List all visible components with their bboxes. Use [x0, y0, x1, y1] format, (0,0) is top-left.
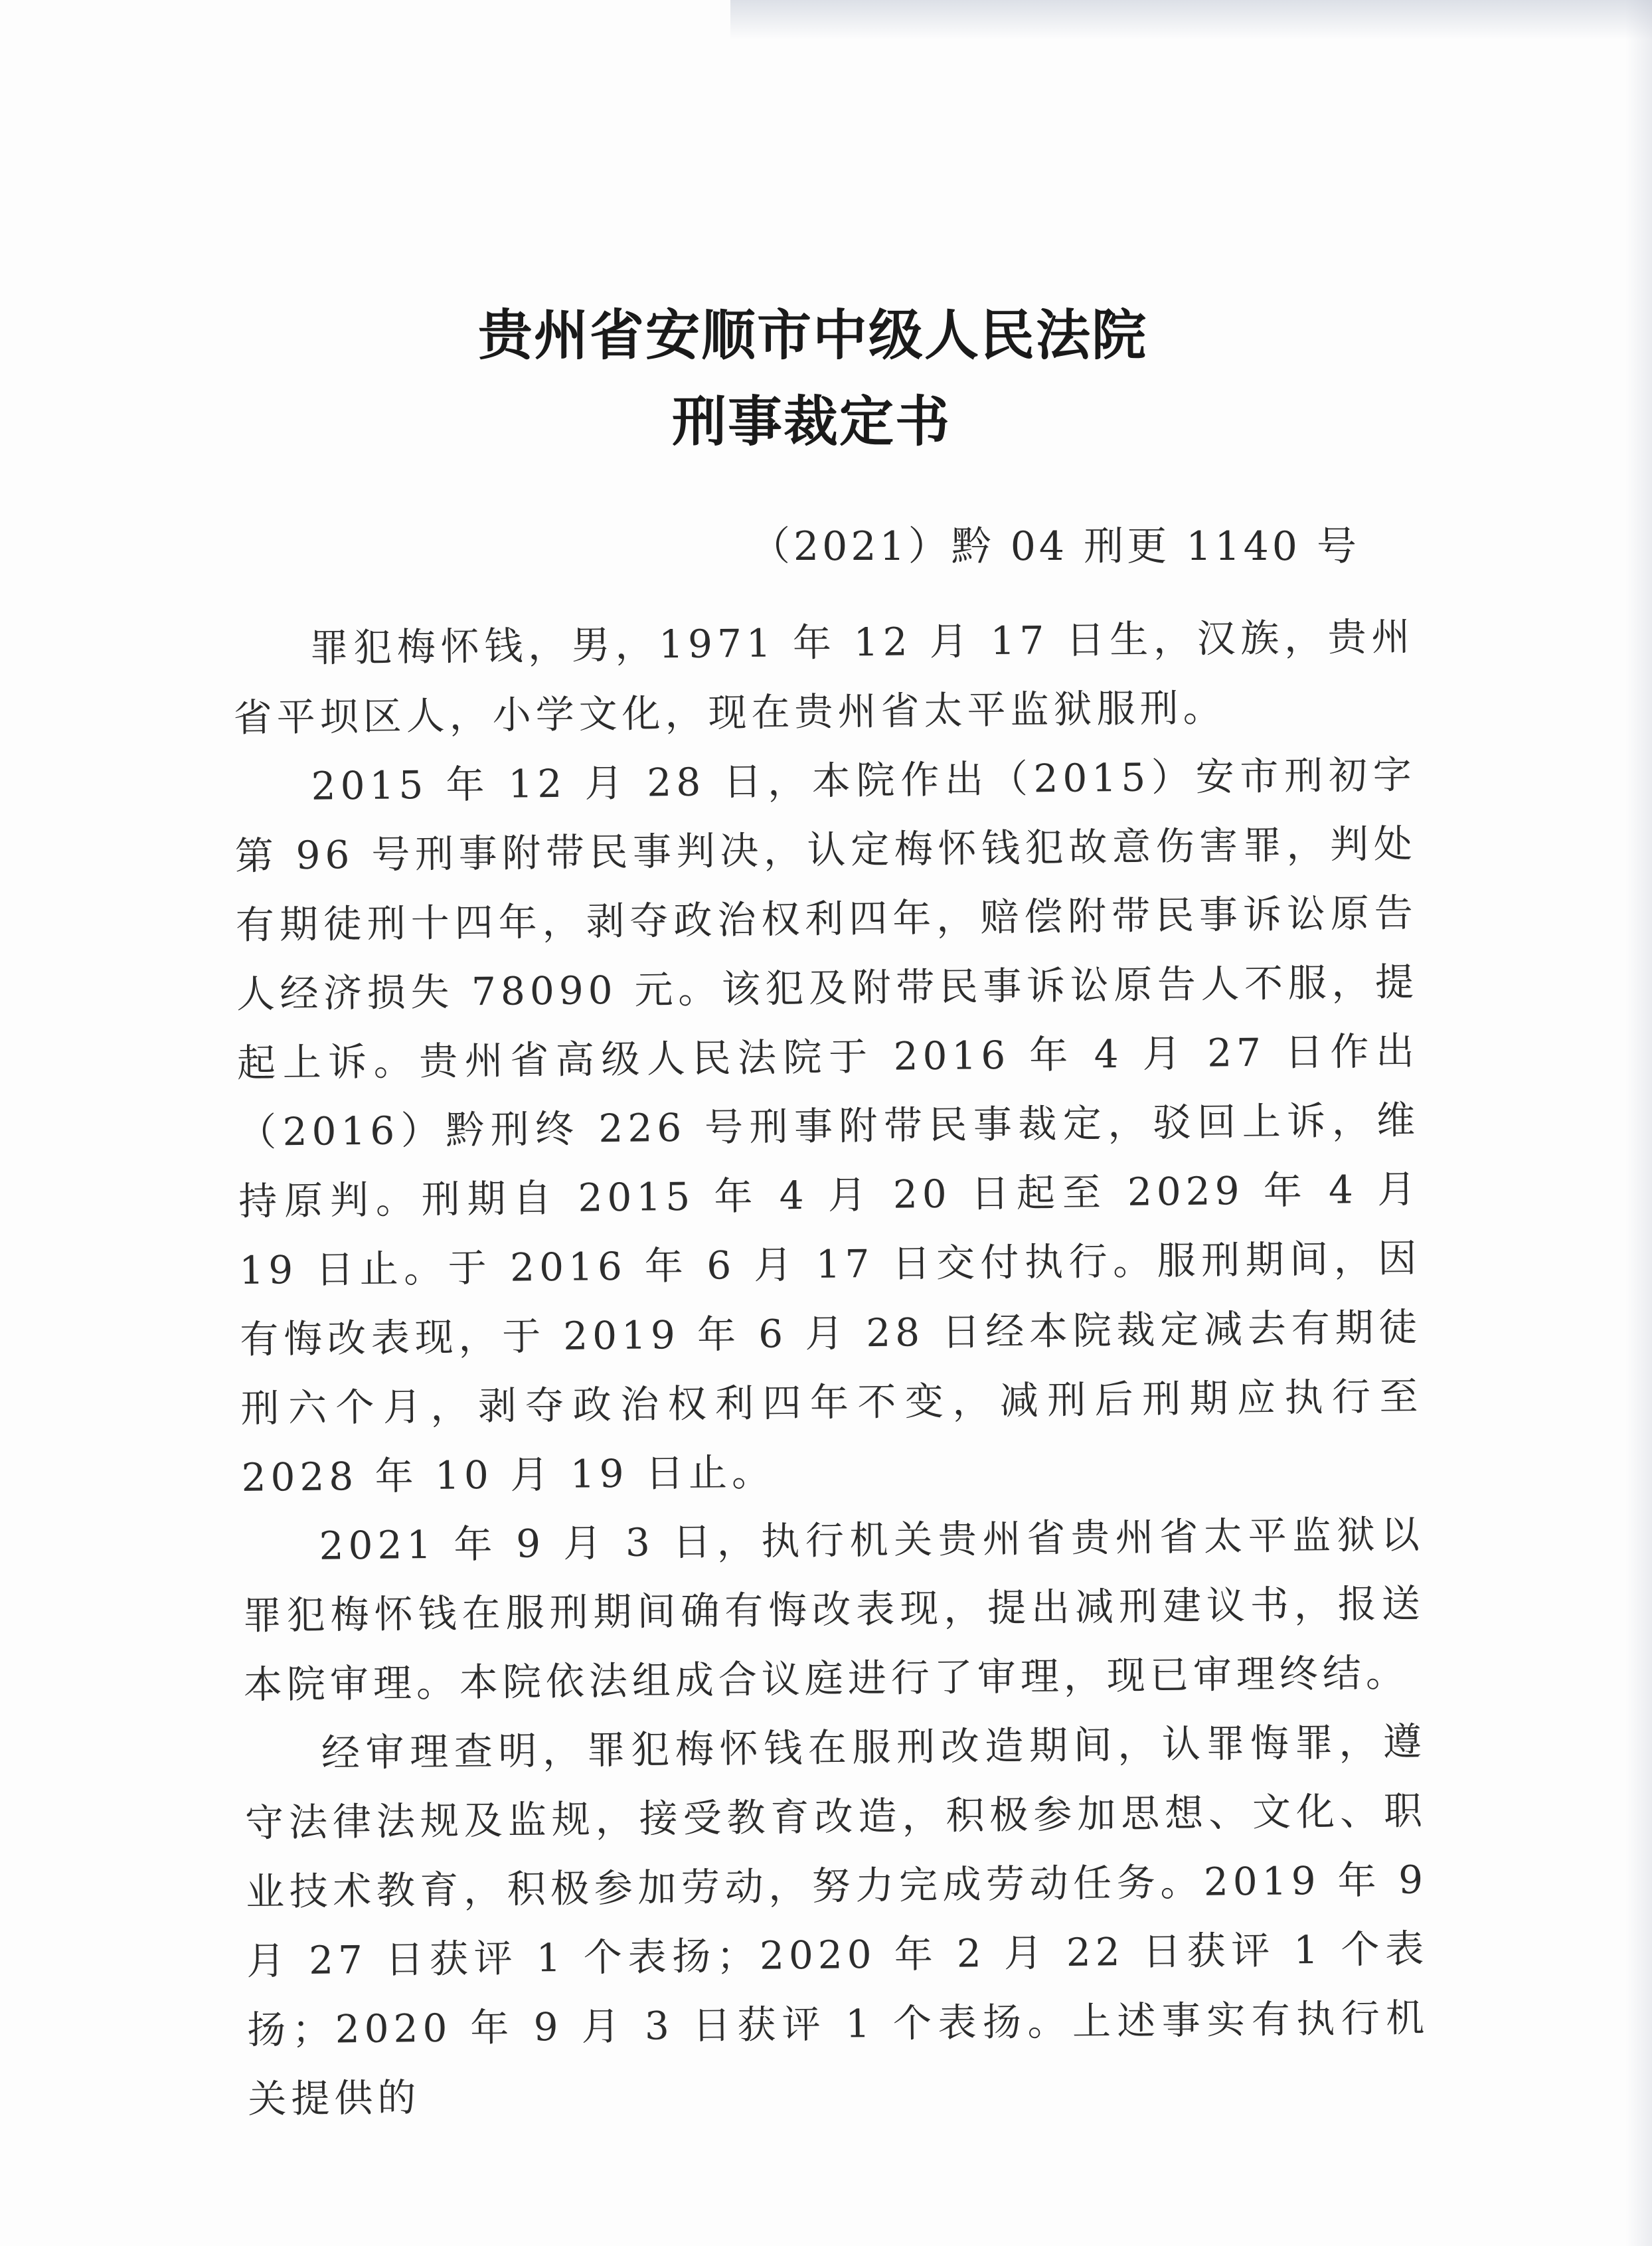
paragraph-findings: 经审理查明，罪犯梅怀钱在服刑改造期间，认罪悔罪，遵守法律法规及监规，接受教育改造，积极参加思想、文化、职业技术教育，积极参加劳动，努力完成劳动任务。2019 年 9 月 27 日获评 1 个表扬；2020 年 2 月 22 日获评 1 个表扬；2020 年 9 月 3 日获评 1 个表扬。上述事实有执行机关提供的: [244, 1719, 1430, 2122]
document-type-heading: 刑事裁定书: [671, 390, 951, 454]
scan-shadow-top: [730, 0, 1652, 40]
paragraph-defendant-info: 罪犯梅怀钱，男，1971 年 12 月 17 日生，汉族，贵州省平坝区人，小学文化，现在贵州省太平监狱服刑。: [233, 614, 1415, 740]
paragraph-case-history: 2015 年 12 月 28 日，本院作出（2015）安市刑初字第 96 号刑事附带民事判决，认定梅怀钱犯故意伤害罪，判处有期徒刑十四年，剥夺政治权利四年，赔偿附带民事诉讼原告人经济损失 78090 元。该犯及附带民事诉讼原告人不服，提起上诉。贵州省高级人民法院于 2016 年 4 月 27 日作出（2016）黔刑终 226 号刑事附带民事裁定，驳回上诉，维持原判。刑期自 2015 年 4 月 20 日起至 2029 年 4 月 19 日止。于 2016 年 6 月 17 日交付执行。服刑期间，因有悔改表现，于 2019 年 6 月 28 日经本院裁定减去有期徒刑六个月，剥夺政治权利四年不变，减刑后刑期应执行至 2028 年 10 月 19 日止。: [234, 752, 1423, 1500]
case-number: （2021）黔 04 刑更 1140 号: [750, 523, 1360, 570]
court-name-heading: 贵州省安顺市中级人民法院: [477, 303, 1147, 367]
document-body: [232, 602, 1430, 2134]
paragraph-proposal: 2021 年 9 月 3 日，执行机关贵州省贵州省太平监狱以罪犯梅怀钱在服刑期间确有悔改表现，提出减刑建议书，报送本院审理。本院依法组成合议庭进行了审理，现已审理终结。: [242, 1512, 1426, 1707]
